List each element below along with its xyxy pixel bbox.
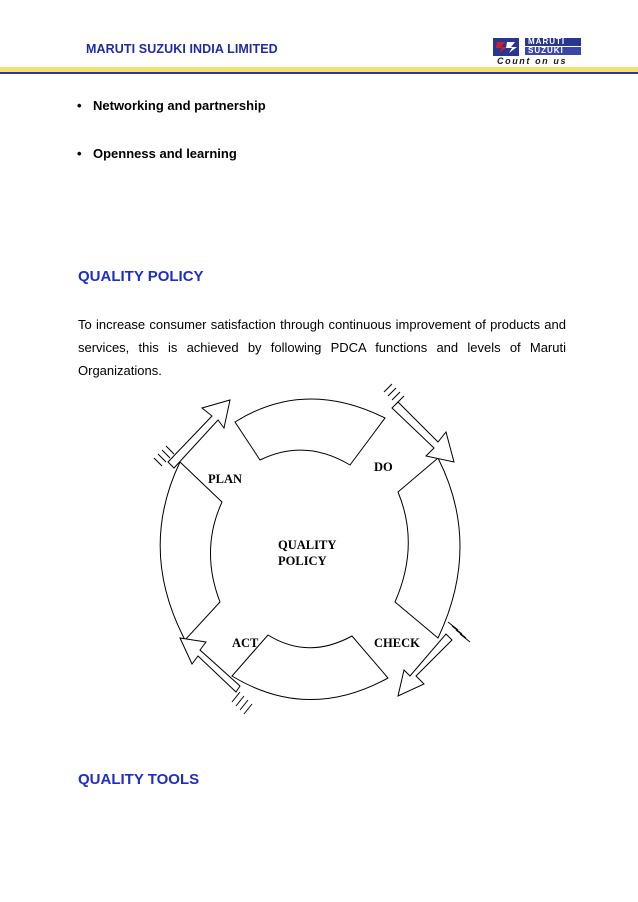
- maruti-suzuki-logo: [493, 36, 591, 68]
- company-name: MARUTI SUZUKI INDIA LIMITED: [86, 42, 278, 56]
- suzuki-s-logo-icon: [493, 38, 519, 56]
- label-act: ACT: [232, 636, 259, 650]
- logo-word-suzuki: SUZUKI: [525, 47, 581, 55]
- label-center-line1: QUALITY: [278, 538, 337, 552]
- label-check: CHECK: [374, 636, 420, 650]
- arrow-do: [392, 402, 454, 462]
- arc-left: [160, 462, 222, 640]
- bullet-list: [77, 98, 577, 194]
- list-item: [77, 98, 577, 113]
- bullet-text: Openness and learning: [93, 146, 237, 161]
- label-center-line2: POLICY: [278, 554, 327, 568]
- arc-right: [395, 458, 460, 638]
- bullet-marker: •: [77, 146, 82, 161]
- quality-policy-paragraph: To increase consumer satisfaction through continuous improvement of products and services, this is achieved by following PDCA functions and levels of Maruti Organizations.: [78, 317, 566, 378]
- arrow-act: [180, 638, 240, 692]
- quality-tools-heading: QUALITY TOOLS: [78, 771, 200, 788]
- pdca-diagram: [140, 380, 480, 720]
- header-rule-blue: [0, 72, 638, 74]
- label-plan: PLAN: [208, 472, 243, 486]
- list-item: [77, 146, 577, 161]
- label-do: DO: [374, 460, 393, 474]
- arc-top: [235, 399, 385, 465]
- arrow-plan: [168, 400, 230, 468]
- quality-policy-heading: QUALITY POLICY: [78, 268, 204, 285]
- bullet-marker: •: [77, 98, 82, 113]
- logo-word-maruti: MARUTI: [525, 38, 581, 46]
- logo-tagline: Count on us: [497, 56, 568, 66]
- page-header: [0, 0, 638, 80]
- bullet-text: Networking and partnership: [93, 98, 266, 113]
